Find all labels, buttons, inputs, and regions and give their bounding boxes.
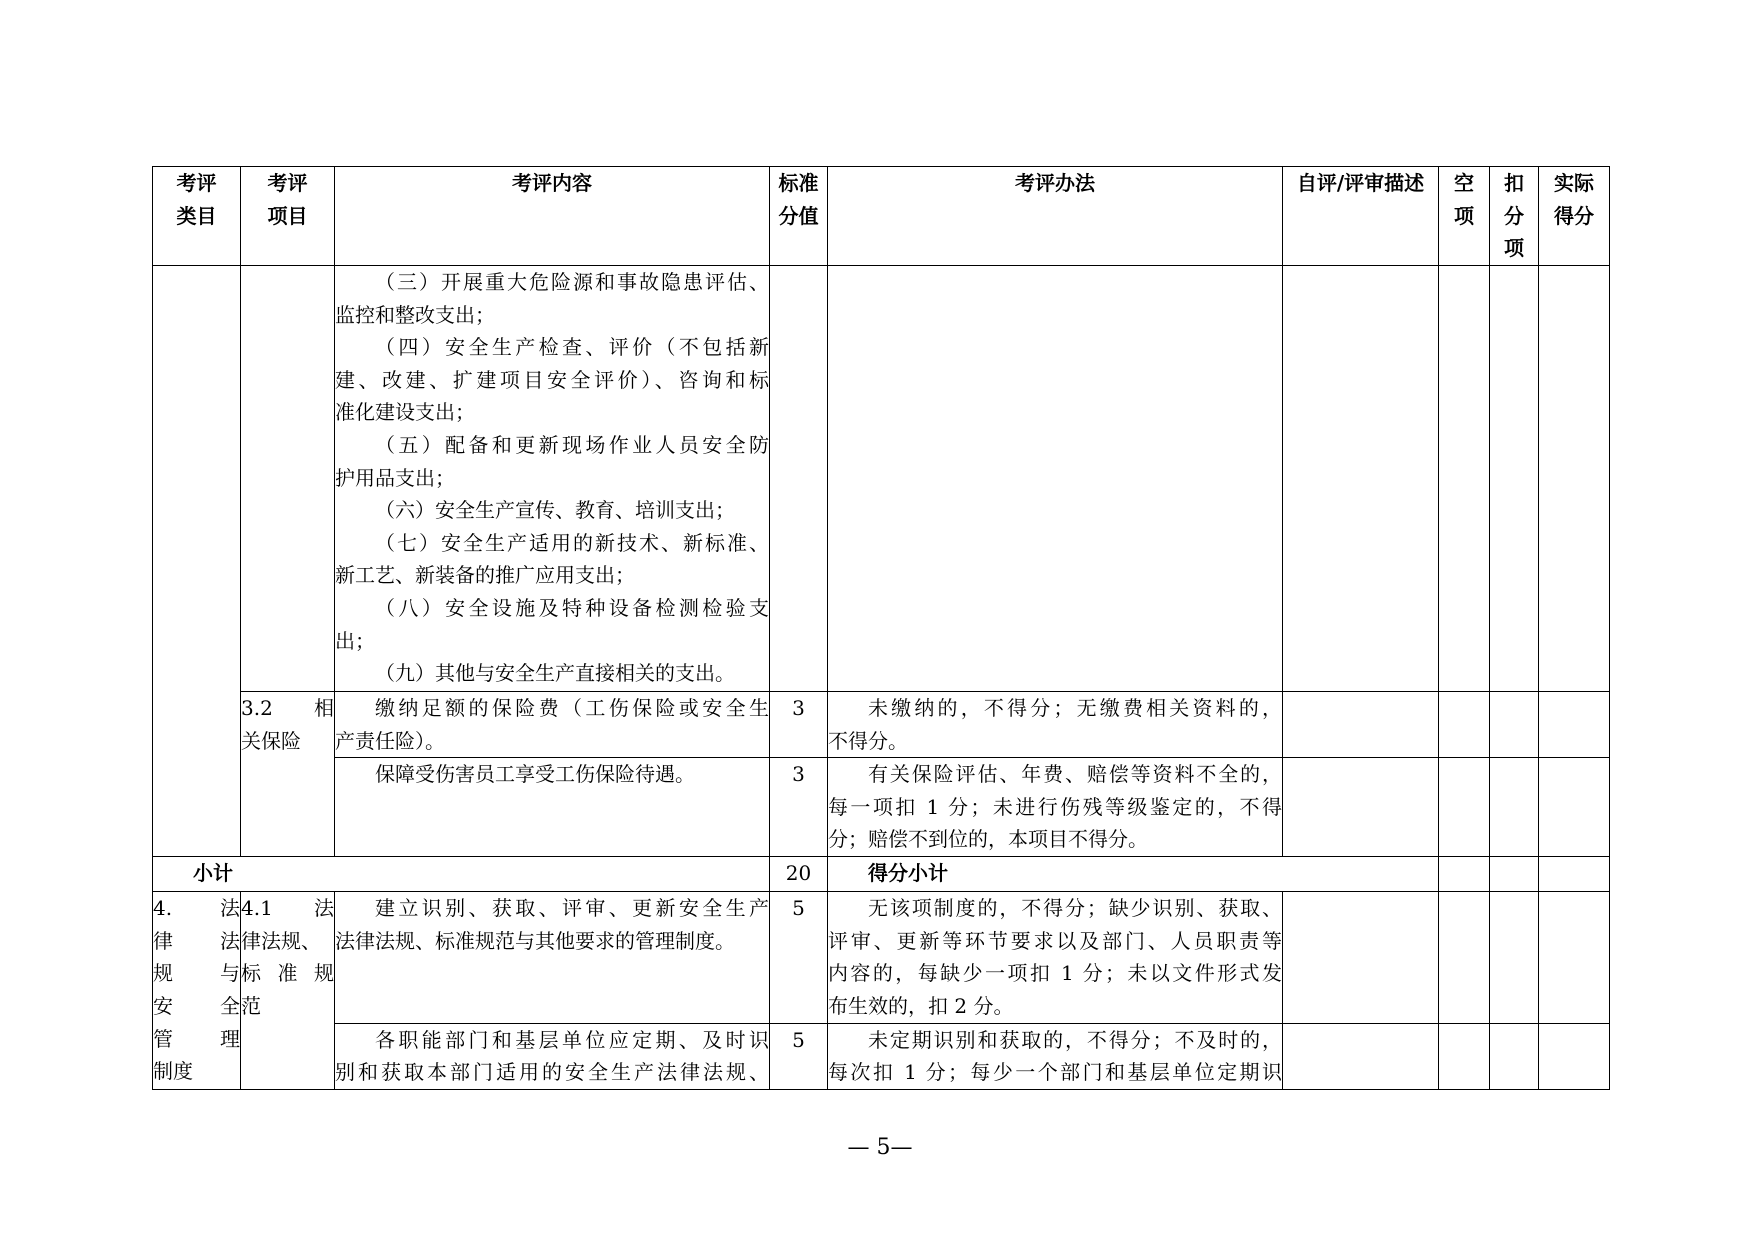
content-cell (335, 892, 770, 1023)
self-review-cell (1283, 758, 1439, 857)
not-applicable-cell (1439, 892, 1490, 1023)
text-line: 每次扣 1 分；每少一个部门和基层单位定期识 (828, 1060, 1282, 1085)
content-cell (335, 758, 770, 857)
header-not-applicable-line: 空 (1454, 171, 1474, 195)
deduction-cell (1490, 892, 1539, 1023)
header-actual-score (1539, 167, 1610, 266)
actual-score-cell (1539, 692, 1610, 758)
expense-item (335, 331, 769, 429)
table-row (153, 266, 1610, 692)
self-review-cell (1283, 1023, 1439, 1089)
subtotal-row (153, 857, 1610, 892)
header-method: 考评办法 (828, 167, 1283, 266)
text-line: 管理 (153, 1026, 240, 1051)
text-line: 不得分。 (828, 728, 908, 753)
self-review-cell (1283, 692, 1439, 758)
text-line: 3.2 相 (241, 696, 334, 720)
header-content: 考评内容 (335, 167, 770, 266)
table-row (153, 692, 1610, 758)
subtotal-score: 20 (770, 857, 828, 892)
content-cell (335, 692, 770, 758)
text-line: 安全 (153, 993, 240, 1018)
text-line: 监控和整改支出； (335, 302, 495, 327)
text-line: 4. 法 (153, 896, 240, 921)
header-deduction-line: 扣 (1504, 171, 1524, 195)
not-applicable-cell (1439, 1023, 1490, 1089)
header-deduction (1490, 167, 1539, 266)
insurance-item-cell (241, 692, 335, 857)
header-row (153, 167, 1610, 266)
table-row (153, 1023, 1610, 1089)
header-deduction-line: 项 (1504, 236, 1524, 261)
evaluation-table (152, 166, 1610, 1090)
text-line: （五）配备和更新现场作业人员安全防 (375, 432, 769, 457)
page-number: — 5— (847, 1135, 913, 1160)
text-line: 4.1 法 (241, 896, 334, 921)
header-item-line: 考评 (267, 171, 308, 195)
expense-content-cell (335, 266, 770, 692)
header-deduction-line: 分 (1504, 203, 1524, 228)
actual-score-cell (1539, 1023, 1610, 1089)
header-category (153, 167, 241, 266)
text-line: 未缴纳的，不得分；无缴费相关资料的， (868, 696, 1282, 720)
text-line: 关保险 (241, 728, 301, 753)
deduction-cell (1490, 758, 1539, 857)
expense-item (335, 527, 769, 592)
text-line: 制度 (153, 1059, 193, 1084)
standard-score-cell: 5 (770, 1023, 828, 1089)
header-item-line: 项目 (267, 203, 308, 228)
text-line: （九）其他与安全生产直接相关的支出。 (375, 661, 735, 686)
subtotal-score-label: 得分小计 (828, 857, 1439, 892)
standard-score-cell: 3 (770, 692, 828, 758)
text-line: 律法规、 (241, 928, 321, 953)
header-standard-score (770, 167, 828, 266)
text-line: 内容的，每缺少一项扣 1 分；未以文件形式发 (828, 961, 1282, 986)
method-cell (828, 692, 1283, 758)
text-line: （四）安全生产检查、评价（不包括新 (375, 335, 769, 360)
text-line: 法律法规、标准规范与其他要求的管理制度。 (335, 928, 735, 953)
text-line: 分；赔偿不到位的，本项目不得分。 (828, 827, 1148, 852)
text-line: 护用品支出； (335, 465, 455, 490)
header-not-applicable-line: 项 (1454, 203, 1474, 228)
subtotal-label: 小计 (153, 857, 770, 892)
content-cell (335, 1023, 770, 1089)
expense-item (335, 266, 769, 331)
text-line: （三）开展重大危险源和事故隐患评估、 (375, 270, 769, 294)
deduction-cell (1490, 1023, 1539, 1089)
header-standard-score-line: 分值 (778, 203, 819, 228)
header-standard-score-line: 标准 (778, 171, 819, 195)
text-line: 无该项制度的，不得分；缺少识别、获取、 (868, 896, 1282, 921)
not-applicable-cell (1439, 758, 1490, 857)
text-line: 产责任险）。 (335, 728, 445, 753)
header-item (241, 167, 335, 266)
self-review-cell (1283, 892, 1439, 1023)
actual-score-cell (1539, 758, 1610, 857)
method-cell (828, 758, 1283, 857)
actual-score-cell (1539, 266, 1610, 692)
text-line: （六）安全生产宣传、教育、培训支出； (375, 498, 735, 523)
header-not-applicable (1439, 167, 1490, 266)
header-category-line: 考评 (176, 171, 217, 195)
method-cell (828, 892, 1283, 1023)
expense-item (335, 429, 769, 494)
header-actual-score-line: 得分 (1554, 203, 1594, 228)
category-cell (153, 892, 241, 1090)
text-line: 规与 (153, 961, 240, 986)
item-cell (241, 266, 335, 692)
header-actual-score-line: 实际 (1554, 171, 1594, 195)
method-cell (828, 266, 1283, 692)
text-line: （七）安全生产适用的新技术、新标准、 (375, 530, 769, 555)
text-line: 布生效的，扣 2 分。 (828, 993, 1014, 1018)
expense-item (335, 592, 769, 657)
text-line: 有关保险评估、年费、赔偿等资料不全的， (868, 762, 1282, 787)
expense-item (335, 494, 769, 527)
table-row (153, 758, 1610, 857)
text-line: 新工艺、新装备的推广应用支出； (335, 563, 635, 588)
method-cell (828, 1023, 1283, 1089)
text-line: 未定期识别和获取的，不得分；不及时的， (868, 1027, 1282, 1052)
header-self-review: 自评/评审描述 (1283, 167, 1439, 266)
standard-score-cell: 5 (770, 892, 828, 1023)
text-line: 范 (241, 993, 261, 1018)
self-review-cell (1283, 266, 1439, 692)
deduction-cell (1490, 266, 1539, 692)
not-applicable-cell (1439, 692, 1490, 758)
header-category-line: 类目 (176, 203, 217, 228)
text-line: 别和获取本部门适用的安全生产法律法规、 (335, 1060, 769, 1085)
table-row (153, 892, 1610, 1023)
actual-score-cell (1539, 857, 1610, 892)
text-line: （八）安全设施及特种设备检测检验支 (375, 595, 769, 620)
text-line: 标准规 (241, 961, 334, 986)
not-applicable-cell (1439, 266, 1490, 692)
text-line: 各职能部门和基层单位应定期、及时识 (375, 1027, 769, 1052)
text-line: 每一项扣 1 分；未进行伤残等级鉴定的，不得 (828, 794, 1282, 819)
text-line: 准化建设支出； (335, 400, 475, 425)
text-line: 出； (335, 628, 375, 653)
category-cell (153, 266, 241, 857)
text-line: 缴纳足额的保险费（工伤保险或安全生 (375, 696, 769, 720)
deduction-cell (1490, 857, 1539, 892)
not-applicable-cell (1439, 857, 1490, 892)
standard-score-cell (770, 266, 828, 692)
text-line: 律法 (153, 928, 240, 953)
expense-item (335, 657, 769, 690)
deduction-cell (1490, 692, 1539, 758)
text-line: 建、改建、扩建项目安全评价）、咨询和标 (335, 367, 769, 392)
text-line: 评审、更新等环节要求以及部门、人员职责等 (828, 928, 1282, 953)
standard-score-cell: 3 (770, 758, 828, 857)
item-cell (241, 892, 335, 1090)
text-line: 保障受伤害员工享受工伤保险待遇。 (375, 762, 695, 787)
text-line: 建立识别、获取、评审、更新安全生产 (375, 896, 769, 921)
actual-score-cell (1539, 892, 1610, 1023)
